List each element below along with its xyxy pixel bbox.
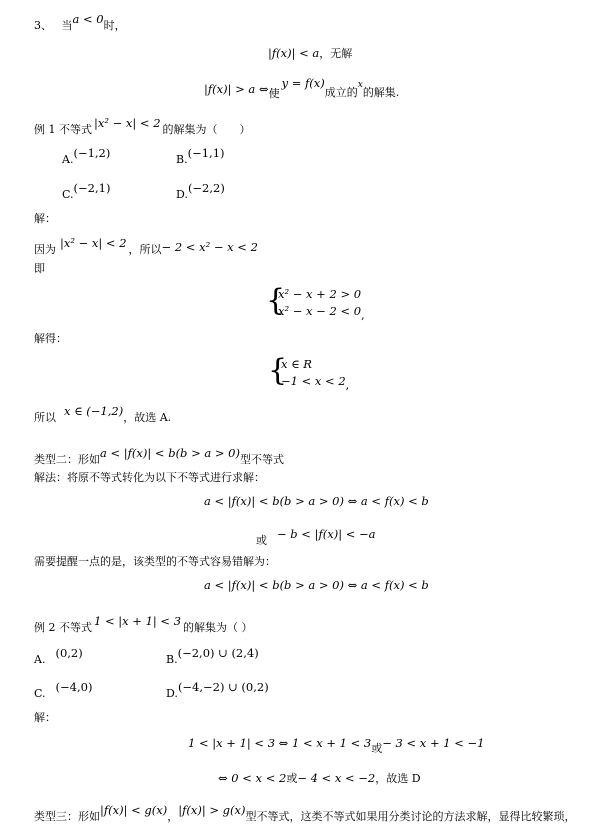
example2-question: 例 2 不等式 1 < |x + 1| < 3 的解集为（ ） bbox=[34, 614, 253, 634]
example2-option-d: D.(−4,−2) ∪ (0,2) bbox=[166, 680, 269, 700]
system1-line2: x² − x − 2 < 0, bbox=[278, 304, 365, 322]
example1-ji: 即 bbox=[34, 262, 45, 275]
example1-solution-label: 解： bbox=[34, 212, 56, 225]
line-case3: 3、 当a < 0时， bbox=[34, 12, 126, 32]
type2-method: 解法：将原不等式转化为以下不等式进行求解： bbox=[34, 471, 265, 484]
example2-solution-label: 解： bbox=[34, 711, 56, 724]
example1-option-b: B.(−1,1) bbox=[176, 146, 225, 166]
example1-solve-label: 解得： bbox=[34, 332, 67, 345]
example1-option-c: C.(−2,1) bbox=[62, 181, 111, 201]
system2-line1: x ∈ R bbox=[281, 357, 312, 371]
type2-formula3: a < |f(x)| < b(b > a > 0) ⇔ a < f(x) < b bbox=[204, 578, 429, 592]
example1-option-d: D.(−2,2) bbox=[176, 181, 225, 201]
type2-formula1: a < |f(x)| < b(b > a > 0) ⇔ a < f(x) < b bbox=[204, 494, 429, 508]
example2-step2: ⇔ 0 < x < 2或− 4 < x < −2，故选 D bbox=[218, 771, 421, 785]
system1-brace: { bbox=[266, 283, 286, 318]
example2-step1: 1 < |x + 1| < 3 ⇔ 1 < x + 1 < 3或− 3 < x + 1 < −1 bbox=[188, 736, 485, 755]
example1-conclusion: 所以 x ∈ (−1,2)，故选 A. bbox=[34, 404, 172, 424]
line-equivalence: |f(x)| > a ⇔使y = f(x)成立的$^x$的解集. bbox=[204, 76, 400, 100]
type2-warning: 需要提醒一点的是，该类型的不等式容易错解为： bbox=[34, 555, 276, 568]
system2-line2: −1 < x < 2, bbox=[281, 374, 350, 392]
example2-option-b: B.(−2,0) ∪ (2,4) bbox=[166, 646, 259, 666]
example1-option-a: A.(−1,2) bbox=[62, 146, 111, 166]
example2-option-a: A. (0,2) bbox=[34, 646, 83, 666]
type3-line: 类型三：形如|f(x)| < g(x)，|f(x)| > g(x)型不等式，这类不等式如果用分类讨论的方法求解，显得比较繁琐， bbox=[34, 803, 576, 823]
line-no-solution: |f(x)| < a，无解 bbox=[268, 46, 353, 60]
system1-line1: x² − x + 2 > 0 bbox=[278, 287, 362, 301]
math-abs-f-less-a: |f(x)| < a bbox=[268, 46, 320, 60]
example2-option-c: C. (−4,0) bbox=[34, 680, 93, 700]
system2-brace: { bbox=[268, 353, 288, 388]
item-number: 3、 bbox=[34, 19, 52, 32]
example1-question: 例 1 不等式 |x² − x| < 2 的解集为（ ） bbox=[34, 116, 251, 136]
math-abs-quadratic: |x² − x| < 2 bbox=[94, 116, 161, 130]
type2-title: 类型二：形如a < |f(x)| < b(b > a > 0)型不等式 bbox=[34, 446, 284, 466]
math-condition: a < 0 bbox=[72, 12, 104, 26]
example1-because: 因为 |x² − x| < 2 ，所以− 2 < x² − x < 2 bbox=[34, 236, 258, 256]
type2-formula2: 或 − b < |f(x)| < −a bbox=[256, 527, 376, 547]
